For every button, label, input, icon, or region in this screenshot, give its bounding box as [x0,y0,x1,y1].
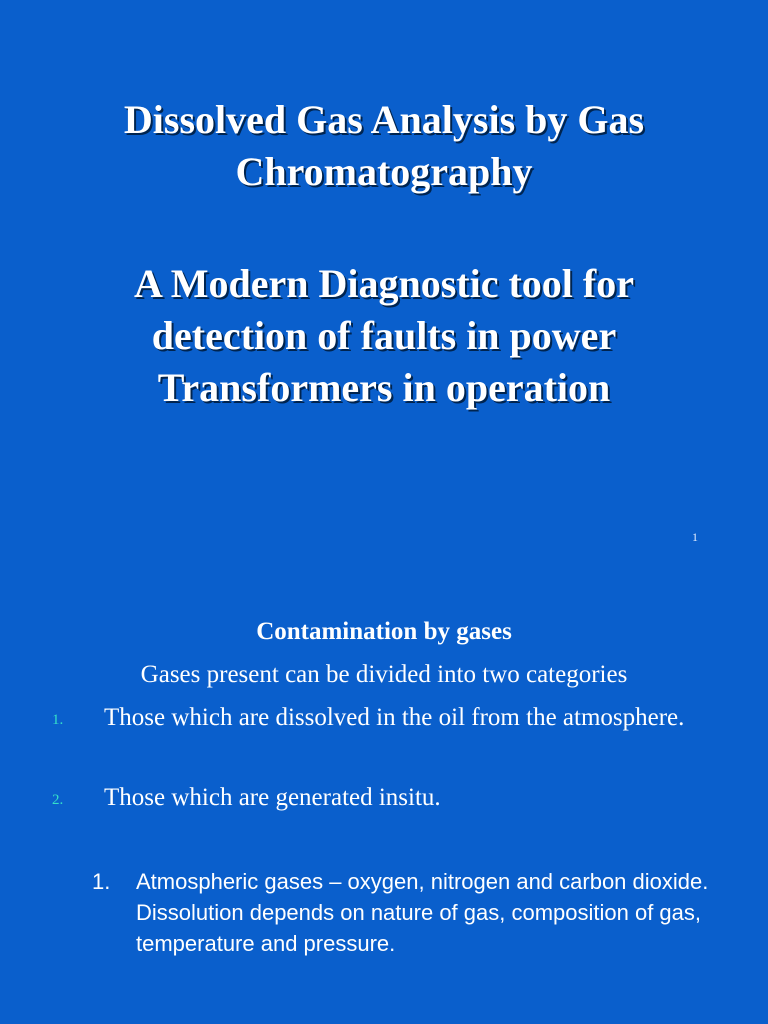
slide-contamination [0,576,768,1024]
title-line-2: Chromatography [235,149,533,194]
list-item-text: Those which are dissolved in the oil from the atmosphere. [104,704,685,731]
sub-list-item-line-1: Atmospheric gases – oxygen, nitrogen and carbon dioxide. [136,869,709,894]
page-number: 1 [692,530,698,544]
sub-list-item-number: 1. [92,869,111,894]
list-item-number: 1. [52,712,64,728]
slide-heading: Contamination by gases [256,618,512,645]
list-item-number: 2. [52,792,64,808]
subtitle-line-3: Transformers in operation [157,365,611,410]
subtitle-line-1: A Modern Diagnostic tool for [134,261,634,306]
slide-title-text [40,94,728,414]
title-gap [40,198,728,258]
list-item-text: Those which are generated insitu. [104,784,441,811]
sub-list-item-text [136,866,736,959]
sub-list-item-line-2: Dissolution depends on nature of gas, composition of gas, temperature and pressure. [136,900,702,956]
title-line-1: Dissolved Gas Analysis by Gas [123,97,645,142]
subtitle-line-2: detection of faults in power [151,313,617,358]
intro-text: Gases present can be divided into two categories [140,661,628,688]
